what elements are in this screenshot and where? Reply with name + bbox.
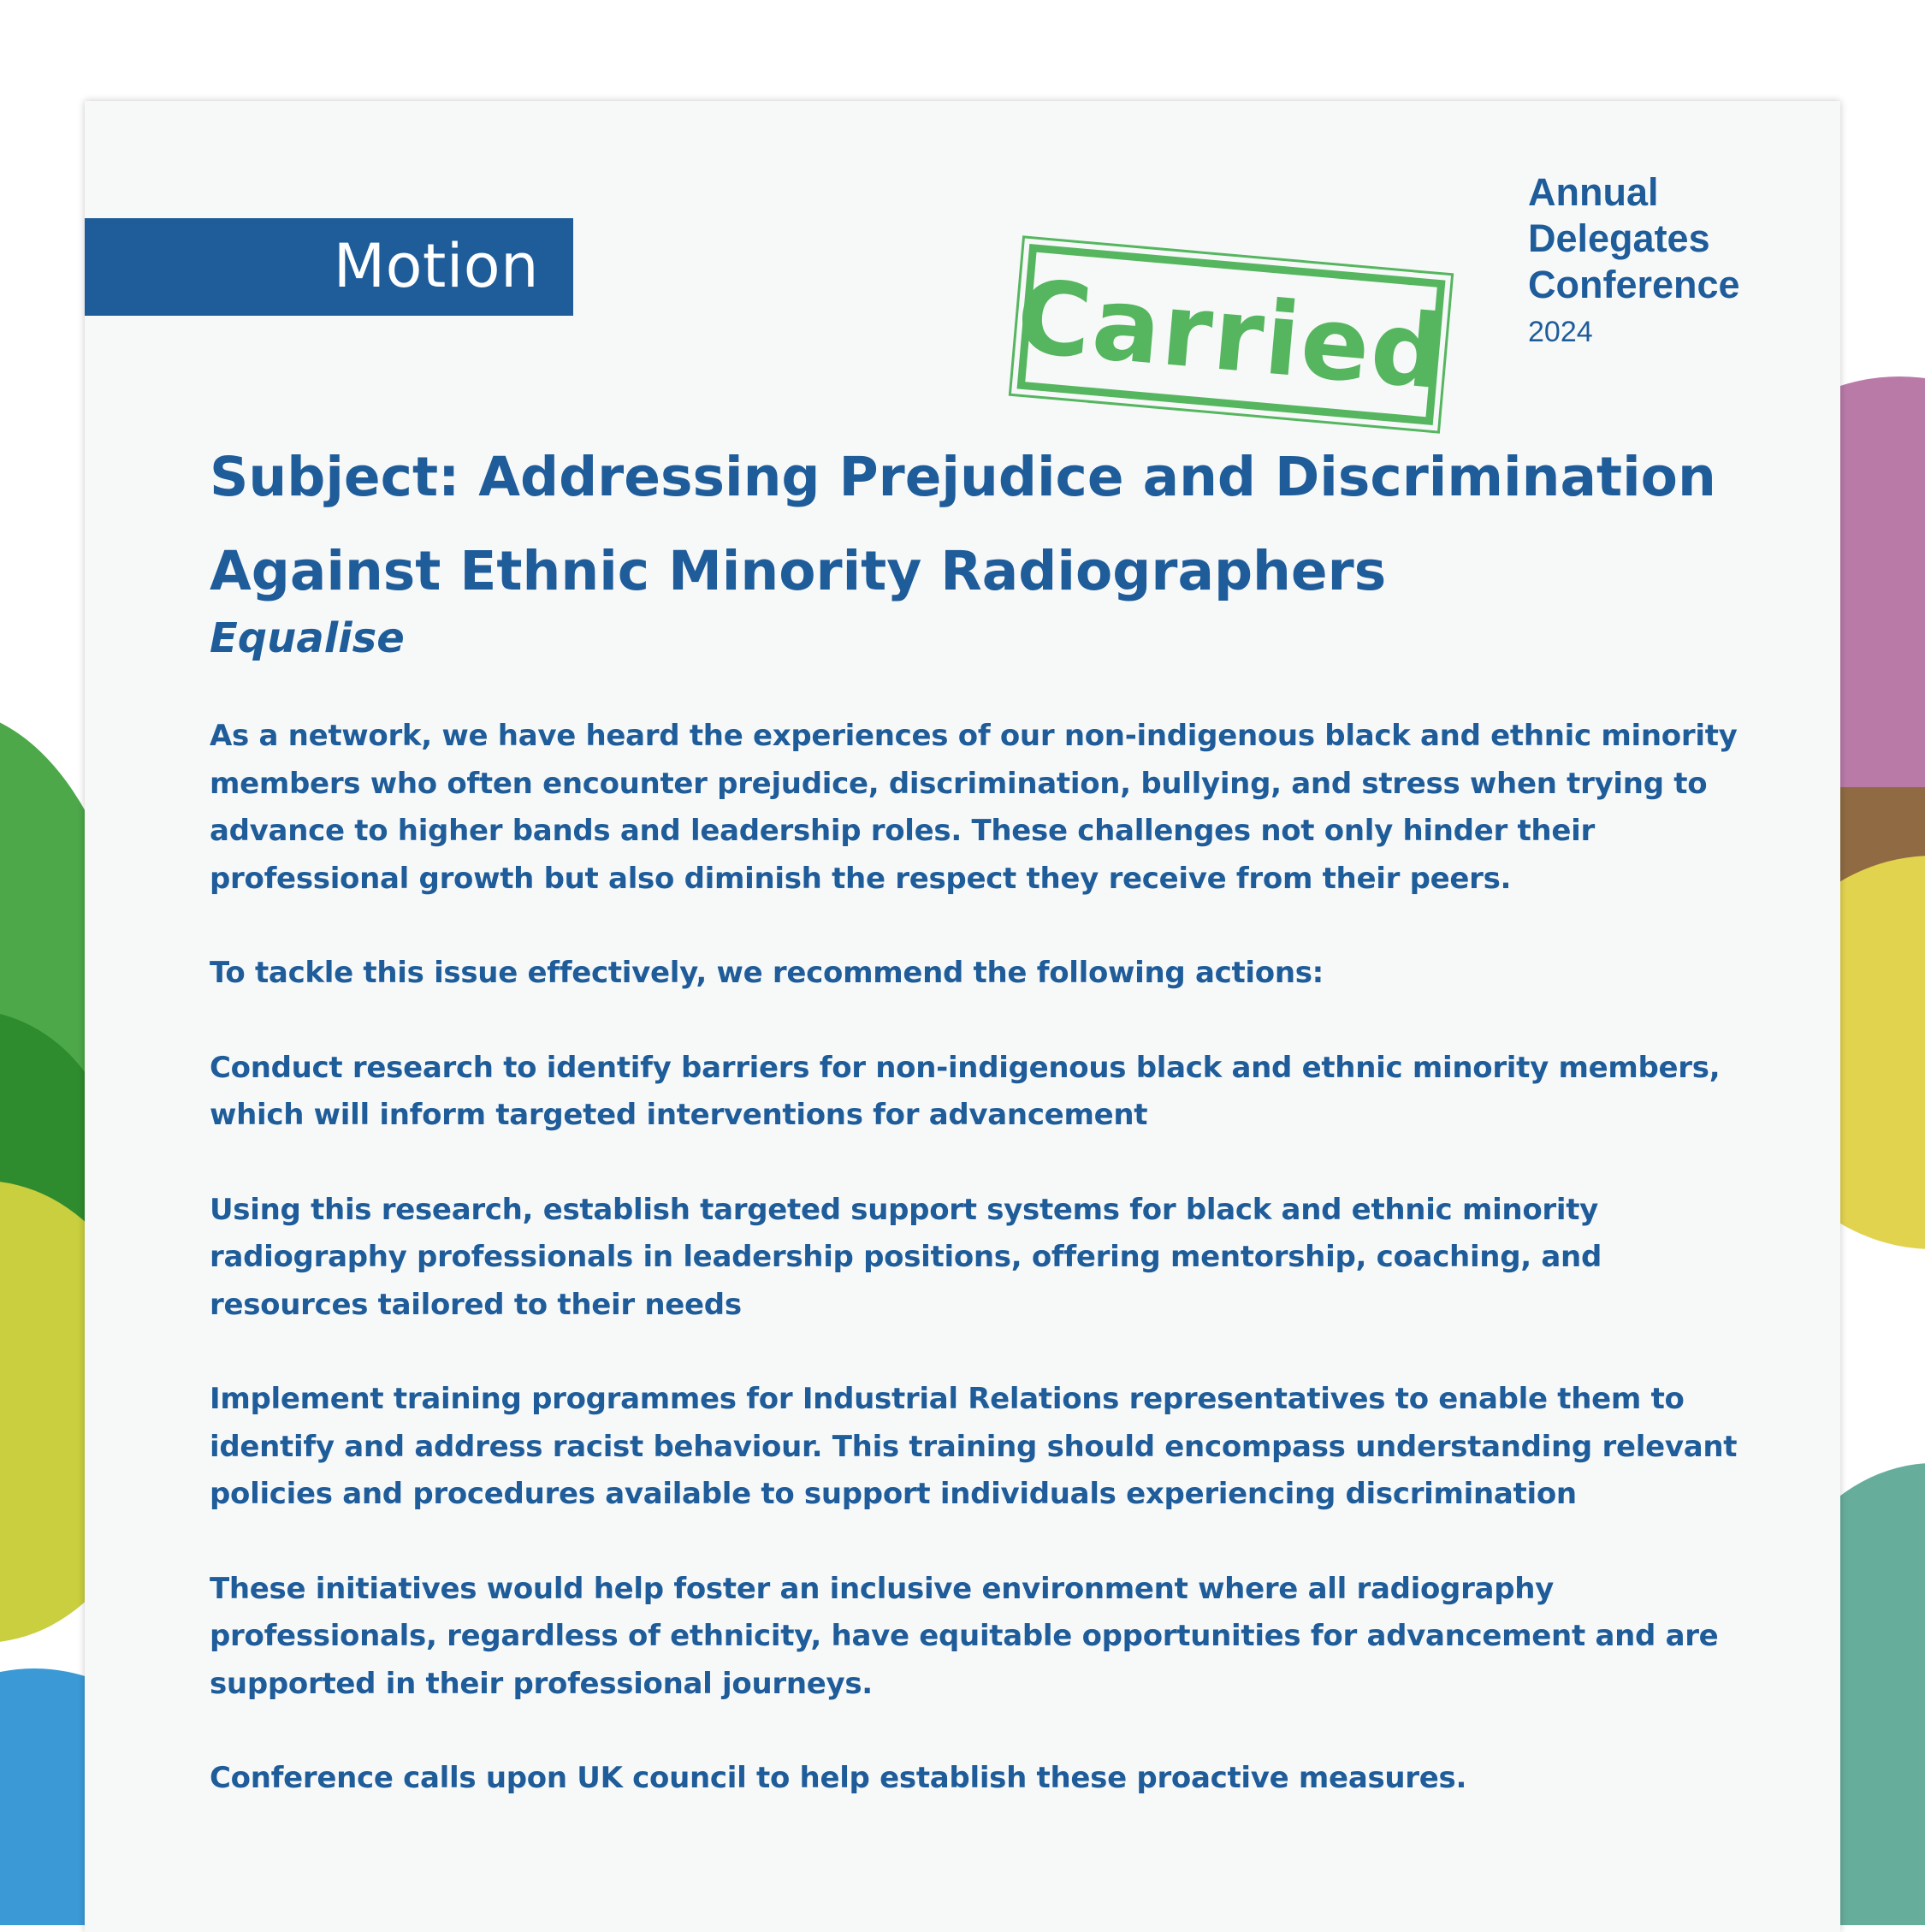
conference-line-2: Delegates bbox=[1528, 216, 1710, 260]
motion-paragraph: Implement training programmes for Industrial Relations representatives to enable them to identify and address racist behaviour. This training should encompass understanding relevant policies and procedures available to support individuals experiencing discrimination bbox=[210, 1382, 1738, 1511]
motion-content bbox=[210, 430, 1750, 1803]
motion-proposer: Equalise bbox=[210, 614, 405, 662]
stamp-text: Carried bbox=[1012, 257, 1450, 412]
conference-title bbox=[1528, 169, 1785, 356]
motion-paragraph: These initiatives would help foster an inclusive environment where all radiography professionals, regardless of ethnicity, have equitable opportunities for advancement and are supported in their professional journeys. bbox=[210, 1571, 1719, 1701]
motion-label: Motion bbox=[333, 231, 539, 301]
motion-paragraph: Conduct research to identify barriers for non-indigenous black and ethnic minority members, which will inform targeted interventions for advancement bbox=[210, 1050, 1721, 1132]
carried-stamp bbox=[1012, 244, 1450, 425]
motion-paragraph: Using this research, establish targeted support systems for black and ethnic minority radiography professionals in leadership positions, offering mentorship, coaching, and resources tailored to their needs bbox=[210, 1192, 1602, 1322]
motion-banner bbox=[85, 218, 573, 316]
motion-subject: Subject: Addressing Prejudice and Discrimination Against Ethnic Minority Radiographers bbox=[210, 446, 1716, 602]
conference-line-3: Conference bbox=[1528, 263, 1740, 306]
conference-year: 2024 bbox=[1528, 316, 1593, 348]
conference-line-1: Annual bbox=[1528, 170, 1659, 214]
motion-paragraph: To tackle this issue effectively, we recommend the following actions: bbox=[210, 956, 1324, 990]
motion-document bbox=[85, 101, 1840, 1932]
motion-paragraph: As a network, we have heard the experiences of our non-indigenous black and ethnic minority members who often encounter prejudice, discrimination, bullying, and stress when trying to advance to higher bands and leadership roles. These challenges not only hinder their professional growth but also diminish the respect they receive from their peers. bbox=[210, 719, 1738, 896]
motion-paragraph: Conference calls upon UK council to help establish these proactive measures. bbox=[210, 1761, 1467, 1795]
